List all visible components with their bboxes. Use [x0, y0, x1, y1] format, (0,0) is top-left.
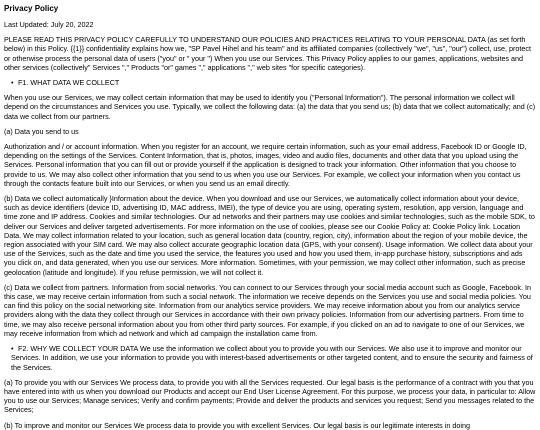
bullet-icon: • — [11, 344, 14, 354]
intro-paragraph: PLEASE READ THIS PRIVACY POLICY CAREFULLY TO UNDERSTAND OUR POLICIES AND PRACTICES RELATING TO YOUR PERSONAL DATA (as set forth below) in this Policy. {{1}} confidentiality explains how we, "SP Pavel Hihel and his team" and its affiliated companies (collectively "we", "us", "our") collect, use, protect or otherwise process the personal data of users ("you" or " your ") When you use our Services. This Privacy Policy applies to our games, applications, websites and other services (collectively" Services "," Products "or" games "," applications "," web sites "for specific categories). — [4, 35, 531, 72]
subsection-c-text: (c) Data we collect from partners. Information from social networks. You can connect to our Services through your social media account such as Google, Facebook. In this case, we may receive certain information from such a social network. The information we receive depends on the Services you use and social media policies. You can find this policy on the social networking site. Information from our analytics service providers. We may receive information about you from our analytics service providers along with the data they collect through our Services in accordance with their own privacy policies. Information from our advertising partners. From time to time, we may also receive personal information about you from other third party sources. For example, if you clicked on an ad to navigate to one of our Services, we may receive information from which ad network and which ad campaign the installation came from. — [4, 282, 531, 338]
last-updated: Last Updated: July 20, 2022 — [4, 20, 94, 29]
section-2-text: F2. WHY WE COLLECT YOUR DATA We use the information we collect about you to provide you with our Services. We also use it to improve and monitor our Services. In addition, we use your information to provide you with interest-based advertisements or other targeted content, and to ensure the security and fairness of the Services. — [11, 344, 533, 372]
section-2 — [11, 344, 536, 372]
section-1-heading — [11, 78, 536, 87]
subsection-a-text: Authorization and / or account information. When you register for an account, we require certain information, such as your email address, Facebook ID or Google ID, depending on the settings of the Services. Content Information, that is, photos, images, video and audio files, documents and other data that you upload using the Services. Personal information that you can fill out or provide yourself if the application is designed to track your information. Other information that you choose to provide to us. We may also collect other information that you send to us when you use our Services. For example, we collect your information when you contact us through the contacts feature built into our Services, or when you send us an email directly. — [4, 142, 527, 188]
section-1-heading-text: F1. WHAT DATA WE COLLECT — [18, 78, 120, 88]
subsection-b-text: (b) Data we collect automatically }Information about the device. When you download and use our Services, we automatically collect information about your device, such as device identifiers (device ID, advertising ID, MAC address, IMEI), the type of device you are using, operating system, resolution, app version, language and time zone and IP address. Cookies and similar technologies. Our ad networks and their partners may use cookies and similar technologies, such as the mobile SDK, to deliver our Services and deliver targeted advertisements. For more information on the use of cookies, please see our Cookie Policy at: Cookie Policy link. Location Data. We may collect information related to your location, such as general location data (country, region, city), information about the region of your mobile device, the region associated with your SIM card. We may also collect accurate geographic location data (GPS, with your consent). Usage information. We collect data about your use of the Services, such as the date and time you used the service, the features you used and how you used them, in-app purchase history, subscriptions and ads you click on, and data generated, when you use our services. More information. Sometimes, with your permission, we may collect other information, such as precise geolocation (latitude and longitude). If you refuse permission, we will not collect it. — [4, 194, 535, 277]
page-title: Privacy Policy — [4, 4, 59, 13]
section-1-intro: When you use our Services, we may collect certain information that may be used to identify you ("Personal Information"). The personal information we collect will depend on the circumstances and Services you use. Typically, we collect the following data: (a) the data that you send us; (b) data that we collect automatically; and (c) data we collect from our partners. — [4, 93, 536, 121]
subsection-a-heading: (a) Data you send to us — [4, 126, 79, 136]
bullet-icon: • — [11, 78, 14, 88]
section-2-subsection-b: (b) To improve and monitor our Services We process data to provide you with excellent Services. Our legal basis is our legitimate interests in doing — [4, 420, 470, 430]
section-2-subsection-a: (a) To provide you with our Services We process data, to provide you with all the Services requested. Our legal basis is the performance of a contract with you that you have entered into with us when you download our Products and accept our End User License Agreement. For this purpose, we process your data, in particular to: Allow you to use our Services; Manage services; Verify and confirm payments; Provide and deliver the products and services you request; Send you messages related to the Services; — [4, 377, 536, 415]
